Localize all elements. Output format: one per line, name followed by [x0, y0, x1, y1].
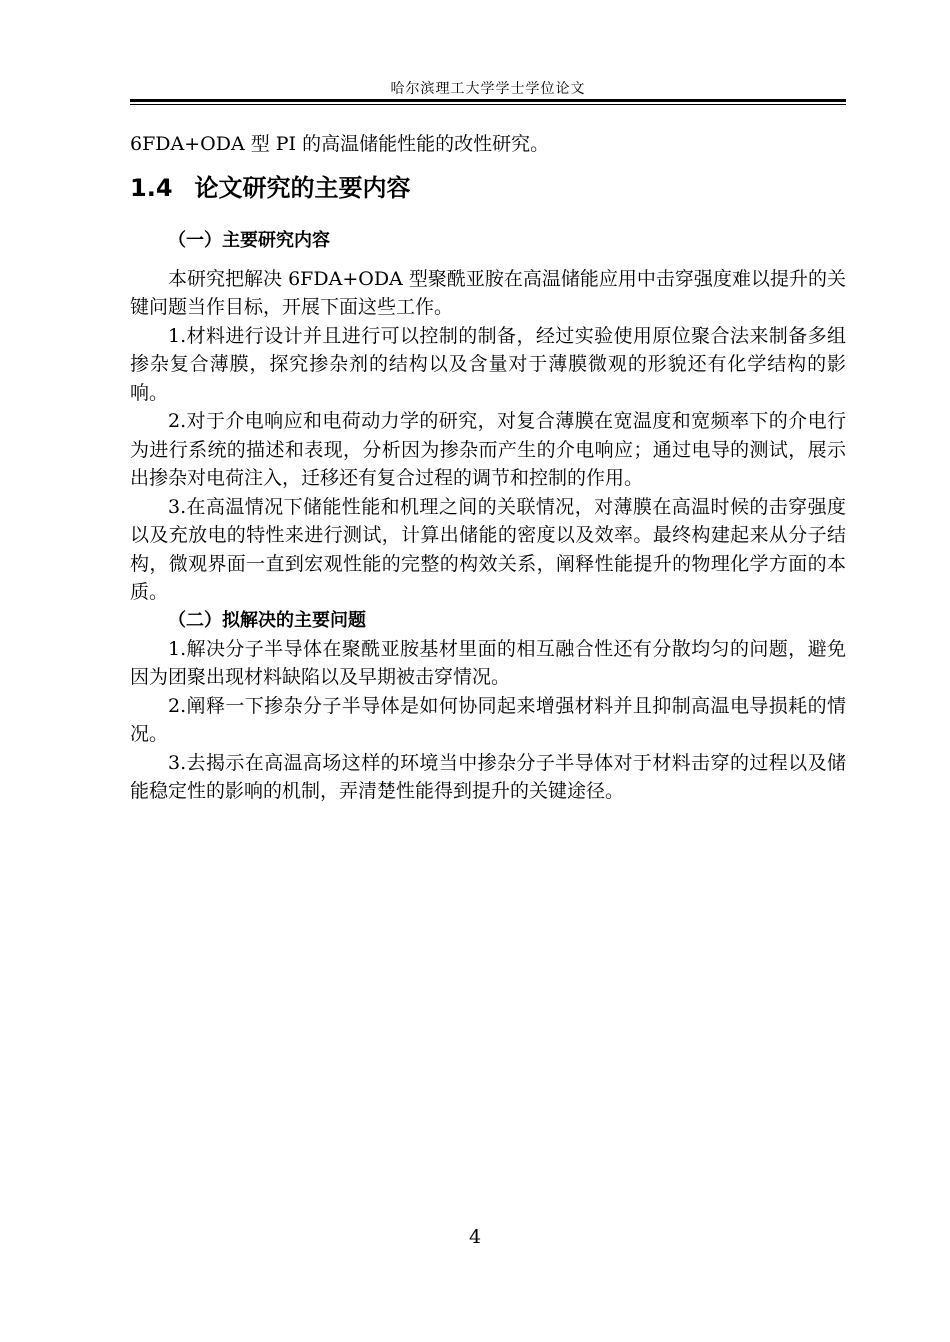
header-rule-thin [130, 104, 846, 105]
header-rule-thick [130, 99, 846, 102]
subsection-title-1: （一）主要研究内容 [168, 229, 330, 251]
section-heading [130, 173, 846, 203]
page-number: 4 [468, 1226, 482, 1248]
section-number: 1.4 [130, 173, 173, 202]
research-item-2: 2.对于介电响应和电荷动力学的研究，对复合薄膜在宽温度和宽频率下的介电行为进行系统的描述和表现，分析因为掺杂而产生的介电响应；通过电导的测试，展示出掺杂对电荷注入，迁移还有复合过程的调节和控制的作用。 [130, 410, 846, 489]
section-title: 论文研究的主要内容 [194, 173, 411, 202]
subsection-title-2: （二）拟解决的主要问题 [168, 609, 366, 631]
intro-paragraph: 本研究把解决 6FDA+ODA 型聚酰亚胺在高温储能应用中击穿强度难以提升的关键问题当作目标，开展下面这些工作。 [130, 267, 846, 318]
page-body [130, 130, 846, 806]
problem-item-2: 2.阐释一下掺杂分子半导体是如何协同起来增强材料并且抑制高温电导损耗的情况。 [130, 694, 846, 745]
research-item-3: 3.在高温情况下储能性能和机理之间的关联情况，对薄膜在高温时候的击穿强度以及充放电的特性来进行测试，计算出储能的密度以及效率。最终构建起来从分子结构，微观界面一直到宏观性能的完整的构效关系，阐释性能提升的物理化学方面的本质。 [130, 495, 846, 603]
problem-item-3: 3.去揭示在高温高场这样的环境当中掺杂分子半导体对于材料击穿的过程以及储能稳定性的影响的机制，弄清楚性能得到提升的关键途径。 [130, 751, 846, 802]
continuation-paragraph: 6FDA+ODA 型 PI 的高温储能性能的改性研究。 [130, 133, 550, 155]
problem-item-1: 1.解决分子半导体在聚酰亚胺基材里面的相互融合性还有分散均匀的问题，避免因为团聚出现材料缺陷以及早期被击穿情况。 [130, 637, 846, 688]
research-item-1: 1.材料进行设计并且进行可以控制的制备，经过实验使用原位聚合法来制备多组掺杂复合薄膜，探究掺杂剂的结构以及含量对于薄膜微观的形貌还有化学结构的影响。 [130, 324, 846, 404]
header-title: 哈尔滨理工大学学士学位论文 [390, 81, 586, 97]
